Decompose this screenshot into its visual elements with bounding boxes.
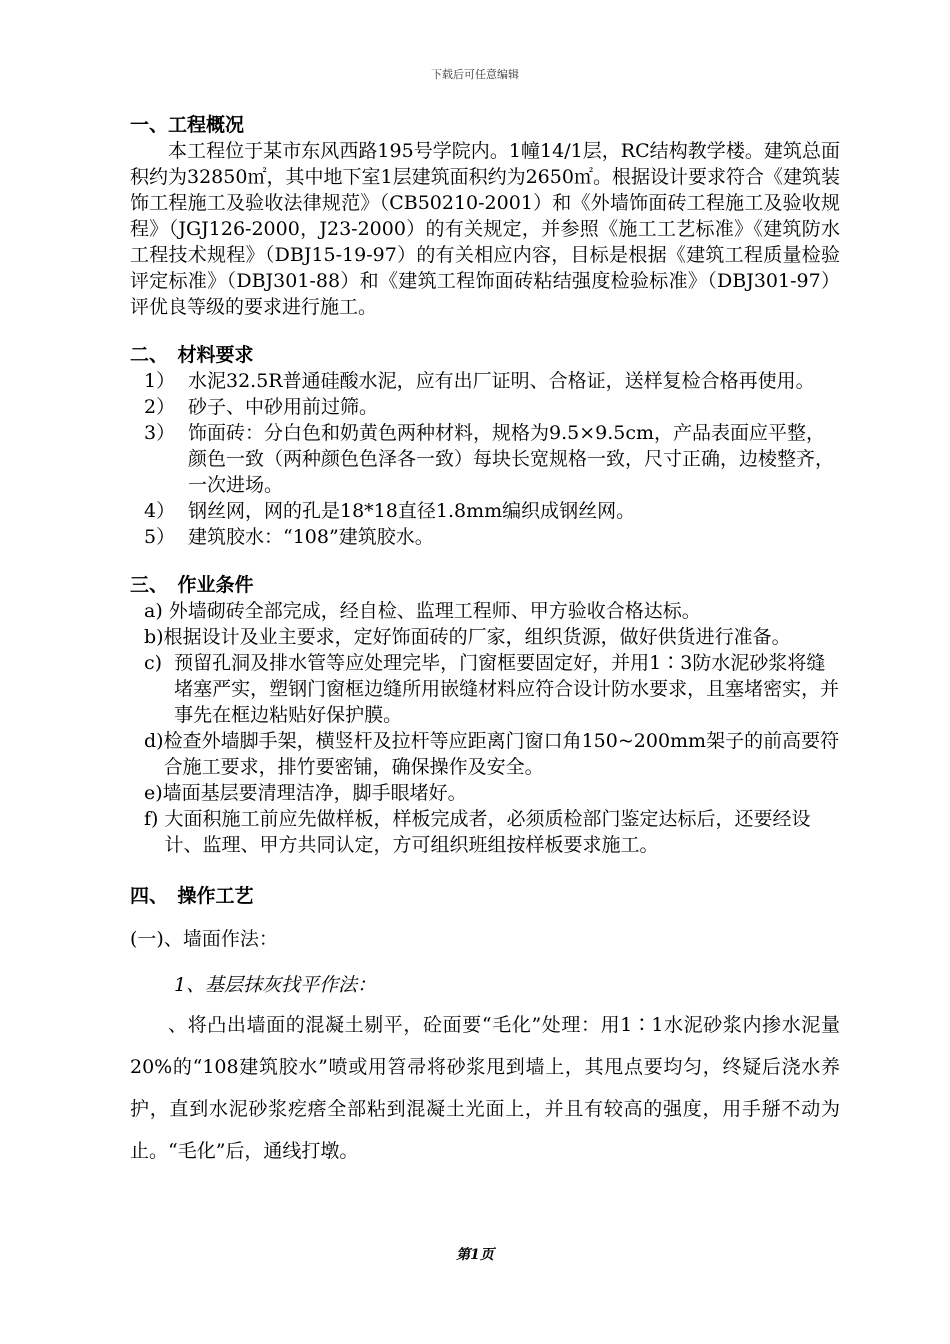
item-text: 钢丝网，网的孔是18*18直径1.8mm编织成钢丝网。: [188, 500, 636, 522]
header-note: 下载后可任意编辑: [431, 68, 519, 81]
list-item: [130, 650, 840, 728]
item-number: 4）: [144, 500, 176, 522]
document-content: [130, 112, 840, 1172]
section-3-title: 三、 作业条件: [130, 574, 254, 596]
item-number: 1）: [144, 370, 176, 392]
item-letter: a): [144, 600, 169, 622]
list-item: [130, 624, 840, 650]
list-item: [130, 420, 840, 498]
item-text: 水泥32.5R普通硅酸水泥，应有出厂证明、合格证，送样复检合格再使用。: [188, 370, 815, 392]
item-text: 检查外墙脚手架，横竖杆及拉杆等应距离门窗口角150~200mm架子的前高要符合施工要求，排竹要密铺，确保操作及安全。: [163, 730, 840, 778]
list-item: [130, 394, 840, 420]
item-text: 墙面基层要清理洁净，脚手眼堵好。: [162, 782, 467, 804]
item-text: 预留孔洞及排水管等应处理完毕，门窗框要固定好，并用1∶3防水泥砂浆将缝堵塞严实，塑钢门窗框边缝所用嵌缝材料应符合设计防水要求，且塞堵密实，并事先在框边粘贴好保护膜。: [174, 652, 840, 726]
item-text: 砂子、中砂用前过筛。: [188, 396, 379, 418]
item-text: 建筑胶水：“108”建筑胶水。: [188, 526, 434, 548]
list-item: [130, 524, 840, 550]
section-4-sub: (一)、墙面作法：: [130, 928, 278, 950]
list-item: [130, 780, 840, 806]
section-1-title: 一、工程概况: [130, 114, 245, 136]
item-number: 5）: [144, 526, 176, 548]
section-4-title: 四、 操作工艺: [130, 885, 254, 907]
item-text: 饰面砖：分白色和奶黄色两种材料，规格为9.5×9.5cm，产品表面应平整，颜色一致（两种颜色色泽各一致）每块长宽规格一致，尺寸正确，边棱整齐，一次进场。: [188, 422, 835, 496]
section-4-step: 1、基层抹灰找平作法：: [174, 974, 377, 996]
condition-list: [130, 598, 840, 858]
list-item: [130, 728, 840, 780]
list-item: [130, 498, 840, 524]
item-letter: d): [144, 730, 164, 752]
item-text: 根据设计及业主要求，定好饰面砖的厂家，组织货源，做好供货进行准备。: [163, 626, 791, 648]
item-number: 2）: [144, 396, 176, 418]
item-text: 外墙砌砖全部完成，经自检、监理工程师、甲方验收合格达标。: [168, 600, 701, 622]
item-letter: b): [144, 626, 164, 648]
section-4-body: 、将凸出墙面的混凝土剔平，砼面要“毛化”处理：用1∶1水泥砂浆内掺水泥量20%的“108建筑胶水”喷或用笤帚将砂浆甩到墙上，其甩点要均匀，终疑后浇水养护，直到水泥砂浆疙瘩全部粘到混凝土光面上，并且有较高的强度，用手掰不动为止。“毛化”后，通线打墩。: [130, 1014, 840, 1162]
item-letter: f): [144, 808, 165, 830]
item-letter: e): [144, 782, 163, 804]
page-number: 第1页: [456, 1247, 494, 1263]
list-item: [130, 806, 840, 858]
section-1-body: 本工程位于某市东风西路195号学院内。1幢14/1层，RC结构教学楼。建筑总面积约为32850㎡，其中地下室1层建筑面积约为2650㎡。根据设计要求符合《建筑装饰工程施工及验收法律规范》（CB50210-2001）和《外墙饰面砖工程施工及验收规程》（JGJ126-2000，J23-2000）的有关规定，并参照《施工工艺标准》《建筑防水工程技术规程》（DBJ15-19-97）的有关相应内容，目标是根据《建筑工程质量检验评定标准》（DBJ301-88）和《建筑工程饰面砖粘结强度检验标准》（DBJ301-97）评优良等级的要求进行施工。: [130, 140, 840, 318]
item-number: 3）: [144, 422, 176, 444]
item-text: 大面积施工前应先做样板，样板完成者，必须质检部门鉴定达标后，还要经设计、监理、甲方共同认定，方可组织班组按样板要求施工。: [164, 808, 811, 856]
item-letter: c): [144, 652, 175, 674]
material-list: [130, 368, 840, 550]
section-2-title: 二、 材料要求: [130, 344, 254, 366]
list-item: [130, 598, 840, 624]
list-item: [130, 368, 840, 394]
